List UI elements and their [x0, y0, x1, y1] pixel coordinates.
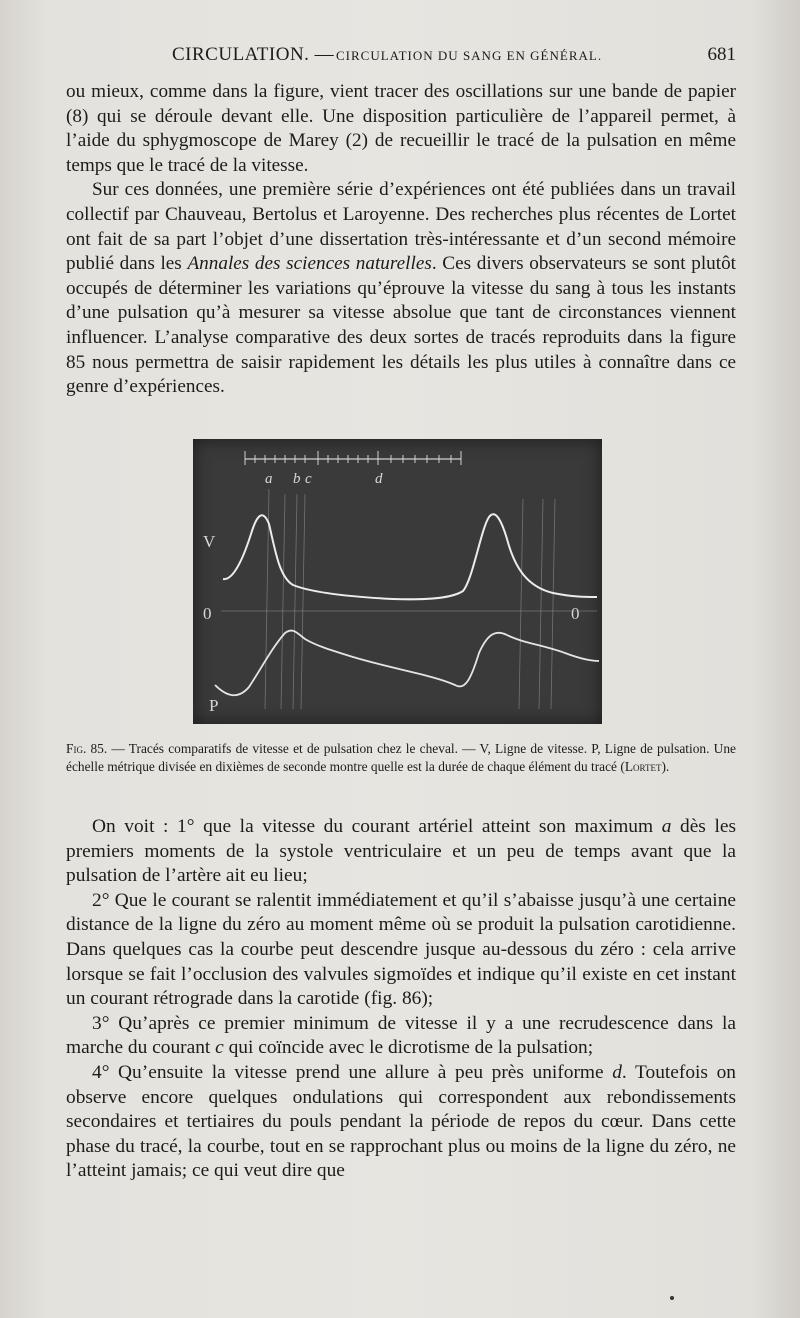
item-4-var: d — [612, 1061, 622, 1083]
item-1-intro: On voit : 1° que la vitesse du courant artériel atteint son maximum — [92, 816, 654, 837]
time-scale-ticks — [245, 451, 461, 465]
caption-fig-label: Fig. 85. — [66, 741, 108, 756]
velocity-curve — [223, 514, 597, 599]
caption-author: Lortet — [624, 759, 662, 774]
label-zero-left: 0 — [203, 604, 212, 623]
ink-speck — [670, 1296, 674, 1300]
label-d: d — [375, 471, 383, 487]
figure-caption — [66, 740, 736, 776]
item-3-part-b: qui coïncide avec le dicrotisme de la pulsation; — [223, 1037, 594, 1059]
figure-85-tracing — [193, 439, 602, 724]
label-b: b — [293, 471, 301, 487]
item-4 — [66, 1061, 736, 1184]
item-1-end: dès les premiers moments de la systole ventriculaire et un peu de temps avant que la pulsation de l’artère ait eu lieu; — [66, 816, 736, 887]
running-header — [60, 44, 740, 74]
item-4-part-b: . Toutefois on observe encore quelques ondulations qui correspondent aux rebondissements secondaires et tertiaires du pouls pendant la période de repos du cœur. Dans cette phase du tracé, la courbe, tout en se rapprochant plus ou moins de la ligne du zéro, ne l’atteint jamais; ce qui veut dire que — [66, 1061, 736, 1182]
item-3-var: c — [215, 1037, 224, 1059]
journal-title: Annales des sciences naturelles — [187, 253, 432, 275]
item-2: 2° Que le courant se ralentit immédiatement et qu’il s’abaisse jusqu’à une certaine distance de la ligne du zéro au moment même où se produit la pulsation carotidienne. Dans quelques cas la courbe peut descendre jusque au-dessous du zéro : cela arrive lorsque se fait l’occlusion des valvules sigmoïdes et indique qu’il existe en cet instant un courant rétrograde dans la carotide (fig. 86); — [66, 889, 736, 1010]
item-3-part-a: 3° Qu’après ce premier minimum de vitesse il y a une recrudescence dans la marche du courant — [66, 1012, 736, 1059]
paragraph-1: ou mieux, comme dans la figure, vient tracer des oscillations sur une bande de papier (8) qui se déroule devant elle. Une disposition particulière de l’appareil permet, à l’aide du sphygmoscope de Marey (2) de recueillir le tracé de la pulsation en même temps que le tracé de la vitesse. — [66, 81, 736, 176]
paragraph-2 — [66, 178, 736, 399]
item-3 — [66, 1012, 736, 1061]
intro-text — [66, 80, 736, 400]
label-v: V — [203, 532, 216, 551]
label-c: c — [305, 471, 312, 487]
item-1 — [66, 815, 736, 889]
label-zero-right: 0 — [571, 604, 580, 623]
enumeration-text — [66, 815, 736, 1184]
pulsation-curve — [215, 631, 599, 696]
header-subsection: CIRCULATION DU SANG EN GÉNÉRAL. — [336, 48, 603, 63]
label-p: P — [209, 696, 219, 715]
item-1-var: a — [661, 816, 672, 837]
caption-text: — Tracés comparatifs de vitesse et de pulsation chez le cheval. — V, Ligne de vitesse. P, Ligne de pulsation. Une échelle métrique divisée en dixièmes de seconde montre quelle est la durée de chaque élément du tracé ( — [66, 741, 736, 774]
tracing-svg — [193, 439, 602, 724]
item-4-part-a: 4° Qu’ensuite la vitesse prend une allure à peu près uniforme — [92, 1061, 604, 1083]
page-number: 681 — [707, 44, 736, 65]
label-a: a — [265, 471, 273, 487]
header-section: CIRCULATION. — — [172, 44, 335, 65]
paragraph-2-part-2: . Ces divers observateurs se sont plutôt occupés de déterminer les variations qu’éprouve la vitesse du sang à tous les instants d’une pulsation qu’à mesurer sa vitesse absolue que tant de circonstances viennent influencer. L’analyse comparative des deux sortes de tracés reproduits dans la figure 85 nous permettra de saisir rapidement les détails les plus utiles à connaître dans ce genre d’expériences. — [66, 253, 736, 398]
caption-end: ). — [661, 759, 670, 774]
paragraph-2-part-1: Sur ces données, une première série d’expériences ont été publiées dans un travail collectif par Chauveau, Bertolus et Laroyenne. Des recherches plus récentes de Lortet ont fait de sa part l’objet d’une dissertation très-intéressante et d’un second mémoire publié dans les — [66, 179, 736, 275]
